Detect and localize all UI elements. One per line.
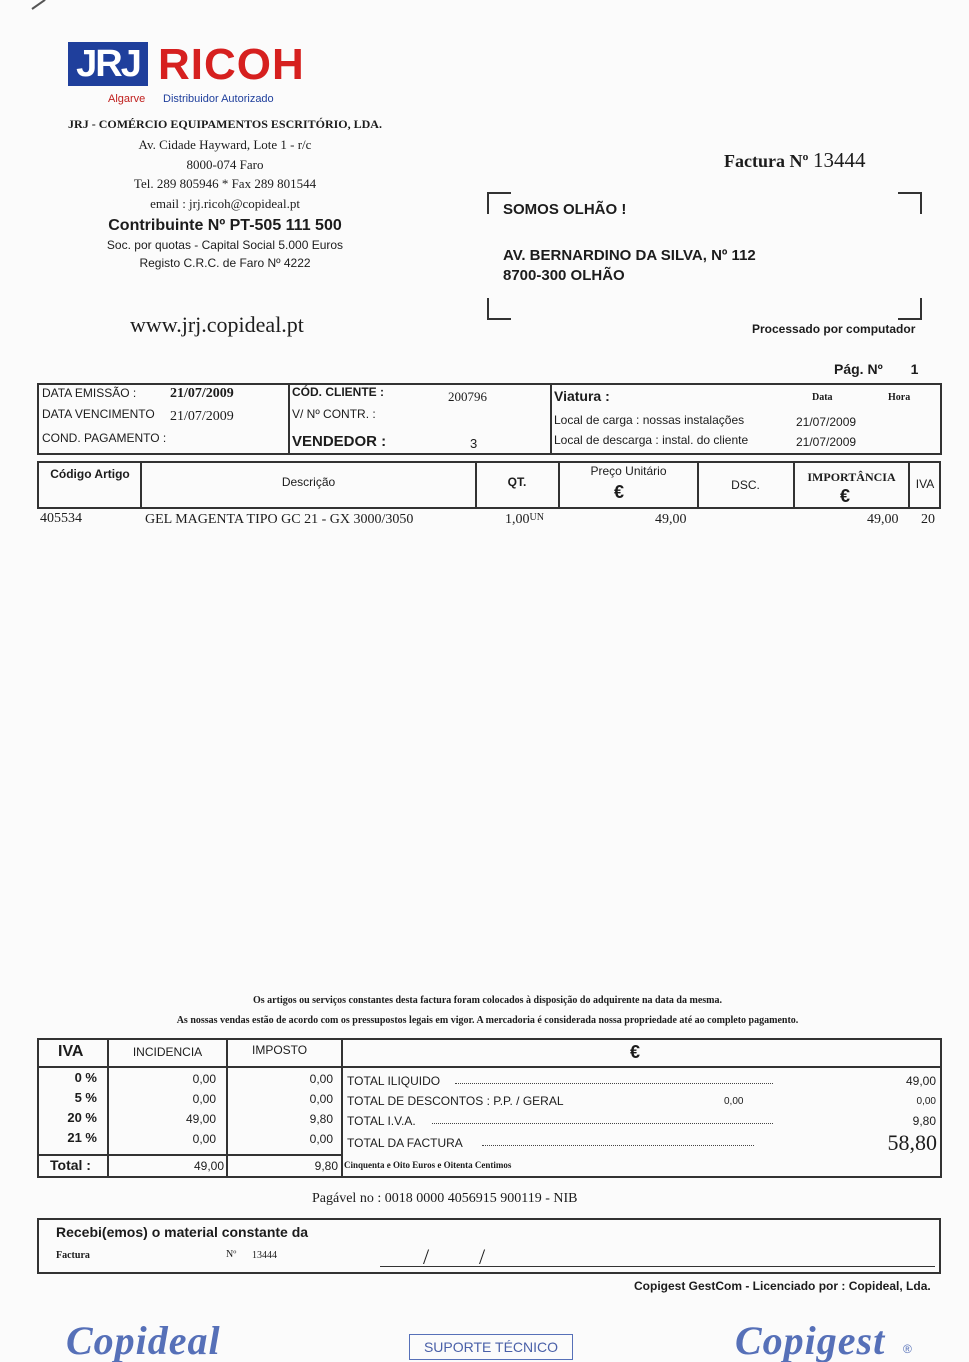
item-qty-value: 1,00 [505, 512, 530, 527]
vat-tax-0: 0,00 [309, 1072, 333, 1086]
vat-rate-3: 21 % [67, 1130, 97, 1145]
tax-col-header: IMPOSTO [252, 1043, 308, 1057]
company-taxpayer: Contribuinte Nº PT-505 111 500 [108, 217, 342, 234]
pen-mark [31, 0, 45, 10]
logo-region: Algarve [108, 93, 146, 105]
col-unit-price-header: Preço Unitário [590, 464, 667, 478]
item-description: GEL MAGENTA TIPO GC 21 - GX 3000/3050 [145, 512, 414, 527]
notice-line-1: Os artigos ou serviços constantes desta factura foram colocados à disposição do adquirente na data da mesma. [253, 995, 722, 1006]
receipt-title: Recebi(emos) o material constante da [56, 1224, 309, 1240]
software-license: Copigest GestCom - Licenciado por : Copideal, Lda. [634, 1279, 931, 1293]
total-in-words: Cinquenta e Oito Euros e Oitenta Centimos [344, 1160, 512, 1170]
receipt-doc-label: Factura [56, 1250, 90, 1261]
item-amount: 49,00 [867, 512, 899, 527]
company-phone: Tel. 289 805946 * Fax 289 801544 [133, 176, 317, 191]
base-col-header: INCIDENCIA [132, 1045, 203, 1059]
vat-col-div-1 [107, 1038, 109, 1178]
col-code-header: Código Artigo [50, 467, 130, 481]
table-row [40, 511, 945, 533]
invoice-number-label: Nº [789, 151, 809, 171]
page-value: 1 [910, 361, 919, 377]
client-address2: 8700-300 OLHÃO [503, 267, 625, 284]
invoice-total-leader [482, 1145, 754, 1146]
vat-base-1: 0,00 [192, 1092, 216, 1106]
seller-label: VENDEDOR : [292, 433, 387, 450]
item-unit: UN [529, 512, 544, 523]
unload-location: Local de descarga : instal. do cliente [554, 433, 749, 447]
processed-note: Processado por computador [752, 322, 916, 336]
col-amount-header: IMPORTÂNCIA [807, 470, 896, 484]
invoice-label: Factura [724, 151, 785, 171]
col-description-header: Descrição [281, 475, 336, 489]
vat-base-0: 0,00 [192, 1072, 216, 1086]
vat-total-line [37, 1154, 342, 1156]
seller-value: 3 [470, 436, 478, 451]
company-capital: Soc. por quotas - Capital Social 5.000 Euros [106, 238, 344, 252]
issue-date: 21/07/2009 [170, 386, 234, 401]
payment-terms-label: COND. PAGAMENTO : [42, 431, 167, 445]
company-address1: Av. Cidade Hayward, Lote 1 - r/c [138, 137, 312, 152]
receipt-slash-1: / [423, 1244, 430, 1269]
discount-total-label: TOTAL DE DESCONTOS : P.P. / GERAL [347, 1094, 564, 1108]
client-address1: AV. BERNARDINO DA SILVA, Nº 112 [503, 247, 756, 264]
totals-box [37, 1038, 942, 1178]
net-total: 49,00 [905, 1074, 936, 1088]
bracket-br [898, 298, 922, 320]
vat-total-sum: 9,80 [912, 1114, 936, 1128]
col-qty-header: QT. [507, 475, 527, 489]
totals-currency: € [630, 1042, 641, 1062]
col-discount-header: DSC. [731, 478, 760, 492]
due-date-label: DATA VENCIMENTO [42, 407, 155, 421]
receipt-num: 13444 [252, 1250, 277, 1261]
load-location: Local de carga : nossas instalações [554, 413, 745, 427]
vat-tax-3: 0,00 [309, 1132, 333, 1146]
invoice-number [724, 148, 865, 173]
col-vat-header: IVA [915, 477, 935, 491]
copideal-logo: Copideal [66, 1318, 221, 1362]
col-amount-currency: € [839, 486, 850, 506]
item-code: 405534 [40, 511, 82, 526]
company-name: JRJ - COMÉRCIO EQUIPAMENTOS ESCRITÓRIO, LDA. [68, 117, 382, 131]
vat-tax-2: 9,80 [309, 1112, 333, 1126]
vehicle-label: Viatura : [554, 388, 610, 404]
vat-tax-1: 0,00 [309, 1092, 333, 1106]
vat-total-label: Total : [50, 1157, 91, 1173]
item-unit-price: 49,00 [655, 512, 687, 527]
support-label: SUPORTE TÉCNICO [409, 1334, 573, 1360]
vat-base-2: 49,00 [185, 1112, 216, 1126]
vat-base-3: 0,00 [192, 1132, 216, 1146]
vat-rate-1: 5 % [74, 1090, 97, 1105]
client-code-label: CÓD. CLIENTE : [292, 385, 384, 399]
logo-distributor: Distribuidor Autorizado [163, 93, 274, 105]
invoice-total: 58,80 [887, 1130, 937, 1155]
notice-line-2: As nossas vendas estão de acordo com os pressupostos legais em vigor. A mercadoria é considerada nossa propriedade até ao completo pagamento. [176, 1015, 799, 1026]
ricoh-logo: RICOH [158, 40, 305, 89]
vat-total-base: 49,00 [193, 1159, 224, 1173]
info-divider-2 [550, 383, 552, 455]
time-header: Hora [888, 392, 911, 403]
vat-col-div-2 [226, 1038, 228, 1178]
contract-label: V/ Nº CONTR. : [292, 407, 376, 421]
bracket-bl [487, 298, 511, 320]
company-email: email : jrj.ricoh@copideal.pt [150, 196, 300, 211]
vat-total-sum-label: TOTAL I.V.A. [347, 1114, 416, 1128]
vat-col-header: IVA [58, 1043, 84, 1060]
page-label: Pág. Nº [834, 361, 883, 377]
net-total-label: TOTAL ILIQUIDO [347, 1074, 441, 1088]
client-code: 200796 [448, 389, 487, 404]
vat-rate-0: 0 % [74, 1070, 97, 1085]
receipt-num-label: Nº [226, 1249, 237, 1260]
copigest-logo: Copigest [735, 1318, 886, 1362]
receipt-slash-2: / [479, 1244, 486, 1269]
bracket-tr [898, 192, 922, 214]
totals-header-line [37, 1066, 942, 1068]
discount-total-mid: 0,00 [724, 1096, 744, 1107]
receipt-date-line [380, 1266, 935, 1267]
due-date: 21/07/2009 [170, 409, 234, 424]
net-total-leader [455, 1083, 773, 1084]
vat-total-leader [432, 1123, 773, 1124]
discount-total: 0,00 [916, 1096, 936, 1107]
vat-col-div-3 [341, 1038, 343, 1178]
jrj-logo: JRJ [68, 42, 148, 86]
page-number [834, 361, 918, 377]
company-address2: 8000-074 Faro [186, 157, 264, 172]
item-qty [505, 512, 544, 528]
load-date: 21/07/2009 [796, 415, 857, 429]
unload-date: 21/07/2009 [796, 435, 857, 449]
payment-nib: Pagável no : 0018 0000 4056915 900119 - NIB [312, 1191, 578, 1206]
company-website: www.jrj.copideal.pt [130, 312, 304, 337]
invoice-number-value: 13444 [812, 148, 866, 172]
col-unit-price-currency: € [613, 482, 624, 502]
invoice-total-label: TOTAL DA FACTURA [347, 1136, 463, 1150]
date-header: Data [812, 392, 833, 403]
vat-total-tax: 9,80 [314, 1159, 338, 1173]
info-divider-1 [288, 383, 290, 455]
issue-date-label: DATA EMISSÃO : [42, 386, 137, 400]
vat-rate-2: 20 % [67, 1110, 97, 1125]
company-registry: Registo C.R.C. de Faro Nº 4222 [139, 256, 311, 270]
copigest-registered: ® [903, 1342, 912, 1356]
client-name: SOMOS OLHÃO ! [503, 201, 627, 218]
item-vat: 20 [921, 512, 935, 527]
